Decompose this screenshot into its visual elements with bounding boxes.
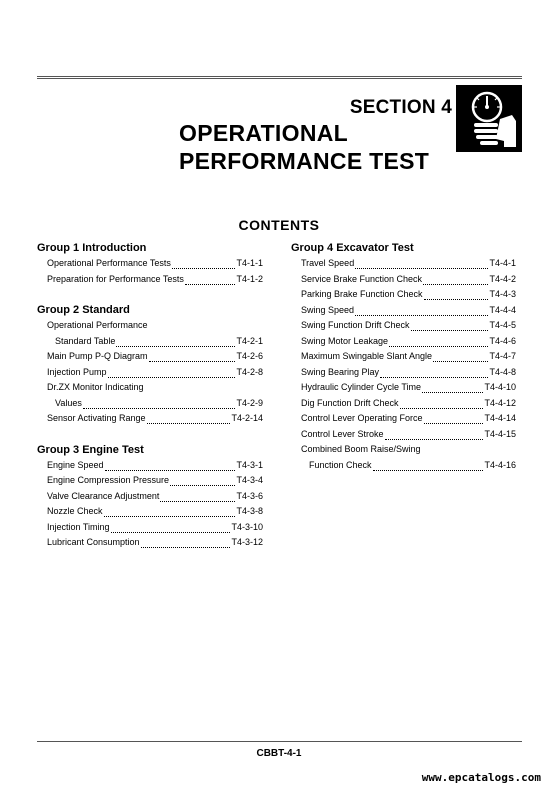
toc-entry[interactable] [291, 318, 516, 334]
toc-entry[interactable] [291, 411, 516, 427]
toc-entry-page: T4-4-14 [484, 413, 516, 423]
toc-entry-title: Dr.ZX Monitor Indicating [47, 382, 144, 392]
dot-leader [400, 400, 484, 409]
dot-leader [373, 462, 484, 471]
toc-entry[interactable] [37, 458, 263, 474]
dot-leader [104, 508, 236, 517]
header-rule [37, 76, 522, 79]
gauge-hand-icon-graphic [456, 85, 522, 152]
toc-entry-page: T4-3-4 [236, 475, 263, 485]
toc-entry[interactable] [37, 396, 263, 412]
toc-entry-title: Preparation for Performance Tests [47, 273, 184, 284]
toc-entry[interactable] [291, 427, 516, 443]
footer-rule [37, 741, 522, 742]
section-label: SECTION 4 [349, 97, 452, 118]
dot-leader [424, 415, 484, 424]
toc-entry-title: Hydraulic Cylinder Cycle Time [301, 382, 422, 392]
group-title: Group 2 Standard [37, 304, 130, 316]
toc-entry[interactable] [37, 535, 263, 551]
group-title: Group 3 Engine Test [37, 443, 144, 456]
contents-group [37, 302, 263, 427]
toc-entry-title: Combined Boom Raise/Swing [301, 444, 421, 454]
toc-entry[interactable] [37, 380, 263, 396]
dot-leader [147, 415, 231, 424]
group-title: Group 1 Introduction [37, 242, 147, 254]
toc-entry-title: Lubricant Consumption [47, 537, 140, 547]
toc-entry-page: T4-4-12 [484, 397, 516, 408]
toc-entry-title: Function Check [309, 459, 372, 470]
toc-entry[interactable] [291, 365, 516, 381]
toc-entry-page: T4-4-1 [489, 258, 516, 268]
toc-entry-title: Dig Function Drift Check [301, 397, 399, 408]
toc-entry-title: Swing Function Drift Check [301, 320, 410, 330]
contents-right-column [291, 240, 516, 488]
dot-leader [105, 462, 236, 471]
toc-entry[interactable] [291, 349, 516, 365]
toc-entry-title: Operational Performance [47, 320, 148, 330]
toc-entry[interactable] [37, 489, 263, 505]
toc-entry[interactable] [291, 442, 516, 458]
toc-entry-title: Valve Clearance Adjustment [47, 490, 160, 501]
toc-entry[interactable] [291, 396, 516, 412]
toc-entry-page: T4-2-1 [236, 335, 263, 346]
toc-entry[interactable] [37, 349, 263, 365]
toc-entry-title: Maximum Swingable Slant Angle [301, 351, 433, 361]
dot-leader [389, 338, 488, 347]
toc-entry-title: Service Brake Function Check [301, 273, 423, 284]
toc-entry-title: Engine Compression Pressure [47, 475, 170, 485]
toc-entry-page: T4-3-6 [236, 490, 263, 501]
toc-entry-page: T4-2-8 [236, 366, 263, 377]
toc-entry-page: T4-4-5 [489, 320, 516, 330]
title-line-2: PERFORMANCE TEST [179, 148, 430, 174]
toc-entry-page: T4-4-8 [489, 366, 516, 377]
toc-entry-page: T4-4-16 [484, 459, 516, 470]
toc-entry-title: Values [55, 397, 82, 408]
toc-entry[interactable] [37, 504, 263, 520]
watermark-link[interactable]: www.epcatalogs.com [421, 771, 541, 784]
dot-leader [170, 477, 235, 486]
dot-leader [385, 431, 484, 440]
toc-entry-page: T4-1-1 [236, 258, 263, 268]
dot-leader [160, 493, 235, 502]
dot-leader [149, 323, 262, 331]
toc-entry[interactable] [37, 256, 263, 272]
dot-leader [422, 447, 515, 455]
toc-entry[interactable] [37, 272, 263, 288]
toc-entry-title: Control Lever Operating Force [301, 413, 423, 423]
dot-leader [355, 307, 488, 316]
toc-entry-page: T4-4-2 [489, 273, 516, 284]
contents-group [37, 442, 263, 551]
toc-entry-title: Engine Speed [47, 459, 104, 470]
dot-leader [411, 322, 489, 331]
dot-leader [422, 384, 483, 393]
toc-entry-page: T4-4-15 [484, 428, 516, 439]
dot-leader [423, 276, 488, 285]
toc-entry-title: Parking Brake Function Check [301, 289, 423, 299]
toc-entry-title: Main Pump P-Q Diagram [47, 351, 148, 361]
contents-group [37, 240, 263, 287]
contents-left-column [37, 240, 263, 566]
contents-heading: CONTENTS [238, 217, 320, 233]
toc-entry-page: T4-4-10 [484, 382, 516, 392]
dot-leader [355, 260, 488, 269]
toc-entry[interactable] [37, 520, 263, 536]
toc-entry-title: Swing Bearing Play [301, 366, 380, 377]
toc-entry[interactable] [291, 380, 516, 396]
toc-entry[interactable] [37, 365, 263, 381]
group-title: Group 4 Excavator Test [291, 242, 414, 254]
toc-entry-page: T4-2-14 [231, 413, 263, 423]
dot-leader [185, 276, 236, 285]
toc-entry-page: T4-3-10 [231, 521, 263, 532]
section-title [179, 119, 429, 175]
toc-entry-title: Control Lever Stroke [301, 428, 384, 439]
toc-entry-title: Nozzle Check [47, 506, 103, 516]
toc-entry-title: Standard Table [55, 335, 116, 346]
toc-entry[interactable] [291, 334, 516, 350]
toc-entry-page: T4-4-6 [489, 335, 516, 346]
dot-leader [116, 338, 235, 347]
toc-entry-page: T4-3-1 [236, 459, 263, 470]
dot-leader [141, 539, 231, 548]
toc-entry-title: Injection Timing [47, 521, 110, 532]
dot-leader [433, 353, 488, 362]
toc-entry-page: T4-4-4 [489, 304, 516, 315]
gauge-hand-icon [456, 85, 522, 152]
toc-entry-title: Swing Motor Leakage [301, 335, 389, 346]
dot-leader [380, 369, 488, 378]
toc-entry-title: Operational Performance Tests [47, 258, 171, 268]
dot-leader [149, 353, 236, 362]
toc-entry-page: T4-1-2 [236, 273, 263, 284]
toc-entry[interactable] [37, 411, 263, 427]
dot-leader [145, 385, 262, 393]
toc-entry-page: T4-2-9 [236, 397, 263, 408]
toc-entry[interactable] [291, 287, 516, 303]
toc-entry-page: T4-3-8 [236, 506, 263, 516]
page-id: CBBT-4-1 [256, 748, 302, 759]
toc-entry[interactable] [291, 303, 516, 319]
toc-entry-title: Travel Speed [301, 258, 355, 268]
toc-entry[interactable] [291, 458, 516, 474]
dot-leader [108, 369, 236, 378]
toc-entry[interactable] [291, 256, 516, 272]
toc-entry-title: Sensor Activating Range [47, 413, 146, 423]
toc-entry[interactable] [37, 334, 263, 350]
toc-entry-page: T4-2-6 [236, 351, 263, 361]
toc-entry[interactable] [37, 318, 263, 334]
toc-entry-title: Injection Pump [47, 366, 107, 377]
toc-entry[interactable] [37, 473, 263, 489]
toc-entry-page: T4-3-12 [231, 537, 263, 547]
dot-leader [111, 524, 231, 533]
toc-entry-title: Swing Speed [301, 304, 355, 315]
toc-entry[interactable] [291, 272, 516, 288]
dot-leader [172, 260, 236, 269]
toc-entry-page: T4-4-7 [489, 351, 516, 361]
contents-group [291, 240, 516, 473]
title-line-1: OPERATIONAL [179, 120, 348, 146]
dot-leader [424, 291, 489, 300]
toc-entry-page: T4-4-3 [489, 289, 516, 299]
dot-leader [83, 400, 236, 409]
